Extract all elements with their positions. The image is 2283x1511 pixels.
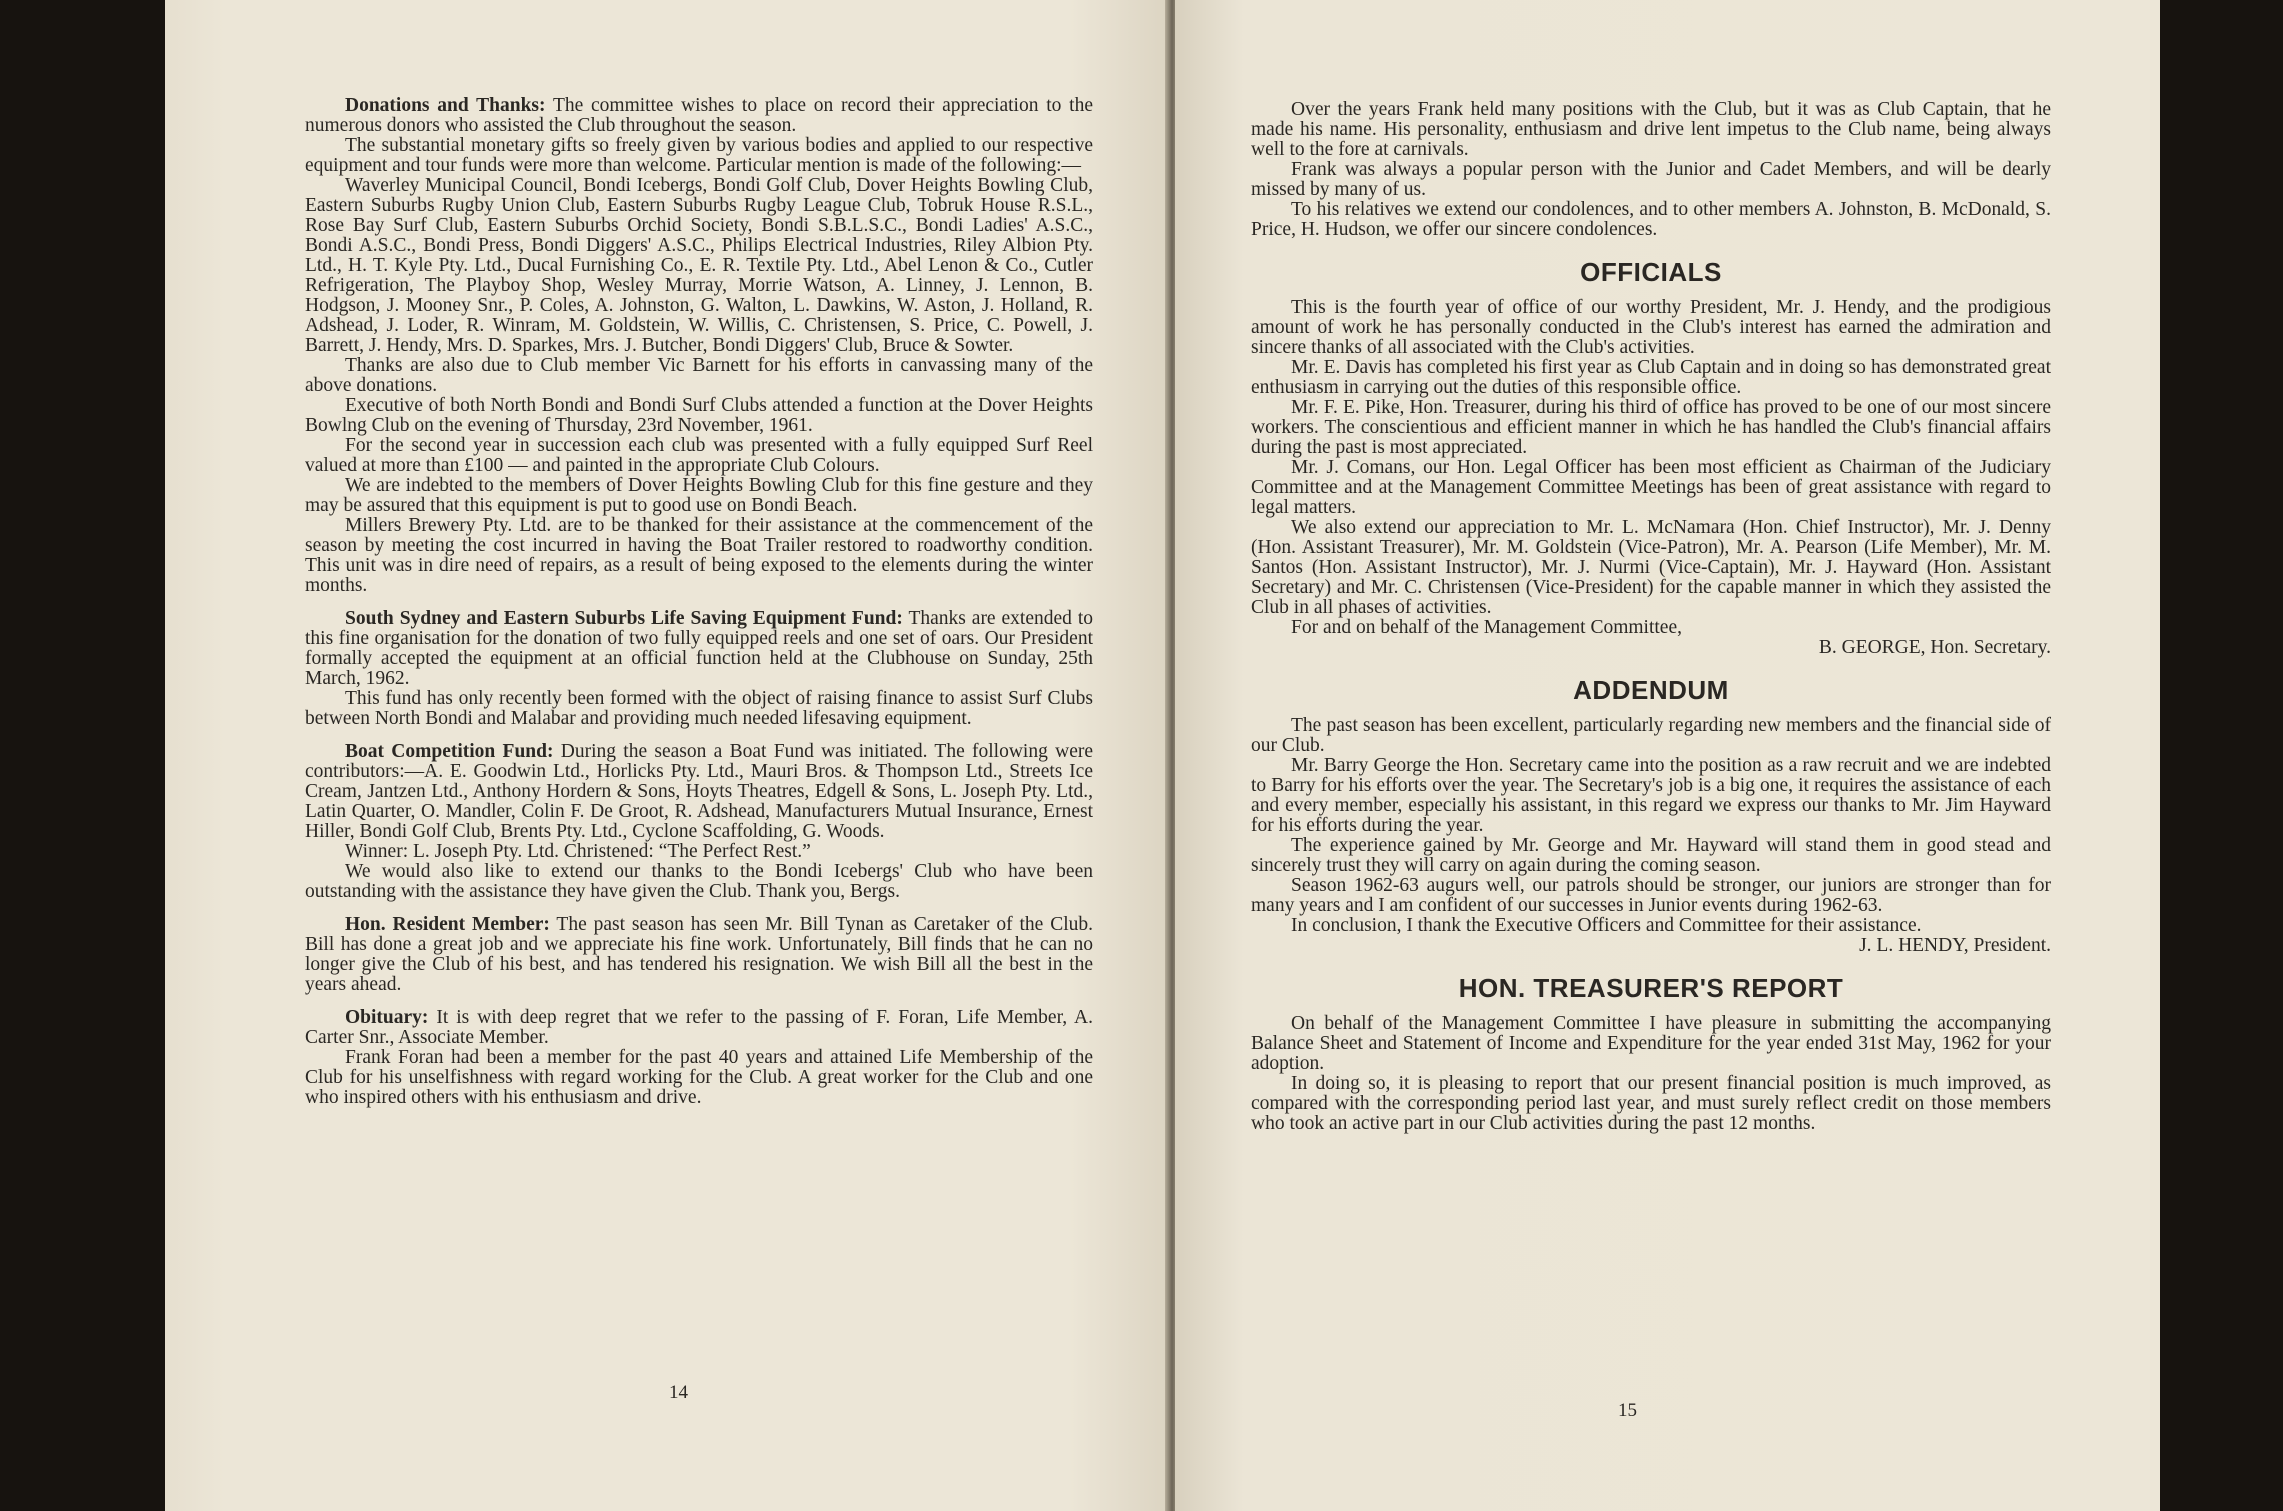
treasurer-paragraph-1: On behalf of the Management Committee I have pleasure in submitting the accompanying Balance Sheet and Statement of Income and Expenditure for the year ended 31st May, 1962 for your adoption. — [1251, 1013, 2051, 1074]
donations-paragraph-8: Millers Brewery Pty. Ltd. are to be thanked for their assistance at the commencement of the season by meeting the cost incurred in having the Boat Trailer restored to roadworthy condition. This unit was in dire need of repairs, as a result of being exposed to the elements during the winter months. — [305, 515, 1093, 596]
secretary-signature: B. GEORGE, Hon. Secretary. — [1818, 637, 2051, 658]
officials-paragraph-6: For and on behalf of the Management Committee, — [1291, 617, 1682, 638]
officials-paragraph-2: Mr. E. Davis has completed his first year as Club Captain and in doing so has demonstrated great enthusiasm in carrying out the duties of this responsible office. — [1251, 357, 2051, 398]
obituary-paragraph — [305, 1008, 1093, 1048]
left-page-text — [305, 96, 1093, 1108]
addendum-heading: ADDENDUM — [1573, 675, 1729, 705]
boat-fund-winner: Winner: L. Joseph Pty. Ltd. Christened: “The Perfect Rest.” — [345, 841, 811, 862]
page-number-right: 15 — [1618, 1400, 1637, 1421]
officials-heading: OFFICIALS — [1580, 257, 1722, 287]
donations-paragraph-5: Executive of both North Bondi and Bondi Surf Clubs attended a function at the Dover Heights Bowlng Club on the evening of Thursday, 23rd November, 1961. — [305, 395, 1093, 436]
donations-paragraph-6: For the second year in succession each club was presented with a fully equipped Surf Reel valued at more than £100 — and painted in the appropriate Club Colours. — [305, 435, 1093, 476]
addendum-paragraph-4: Season 1962-63 augurs well, our patrols should be stronger, our juniors are stronger than for many years and I am confident of our successes in Junior events during 1962-63. — [1251, 875, 2051, 916]
right-page — [1175, 0, 2160, 1511]
treasurer-paragraph-2: In doing so, it is pleasing to report that our present financial position is much improved, as compared with the corresponding period last year, and must surely reflect credit on those members who took an active part in our Club activities during the past 12 months. — [1251, 1073, 2051, 1134]
equipment-fund-heading: South Sydney and Eastern Suburbs Life Saving Equipment Fund: — [345, 608, 903, 629]
obituary-continued-3: To his relatives we extend our condolences, and to other members A. Johnston, B. McDonald, S. Price, H. Hudson, we offer our sincere condolences. — [1251, 199, 2051, 240]
addendum-paragraph-3: The experience gained by Mr. George and Mr. Hayward will stand them in good stead and sincerely trust they will carry on again during the coming season. — [1251, 835, 2051, 876]
treasurer-report-heading: HON. TREASURER'S REPORT — [1458, 973, 1844, 1003]
resident-member-heading: Hon. Resident Member: — [345, 914, 550, 935]
obituary-paragraph-2: Frank Foran had been a member for the past 40 years and attained Life Membership of the Club for his unselfishness with regard working for the Club. A great worker for the Club and one who inspired others with his enthusiasm and drive. — [305, 1047, 1093, 1108]
boat-fund-text: During the season a Boat Fund was initiated. The following were contributors:—A. E. Goodwin Ltd., Horlicks Pty. Ltd., Mauri Bros. & Thompson Ltd., Streets Ice Cream, Jantzen Ltd., Anthony Hordern & Sons, Hoyts Theatres, Edgell & Sons, L. Joseph Pty. Ltd., Latin Quarter, O. Mandler, Colin F. De Groot, R. Adshead, Manufacturers Mutual Insurance, Ernest Hiller, Bondi Golf Club, Brents Pty. Ltd., Cyclone Scaffolding, G. Woods. — [305, 741, 1093, 842]
resident-member-paragraph — [305, 915, 1093, 995]
boat-fund-paragraph — [305, 742, 1093, 842]
obituary-text: It is with deep regret that we refer to the passing of F. Foran, Life Member, A. Carter Snr., Associate Member. — [305, 1007, 1093, 1048]
officials-paragraph-1: This is the fourth year of office of our worthy President, Mr. J. Hendy, and the prodigious amount of work he has personally conducted in the Club's interest has earned the admiration and sincere thanks of all associated with the Club's activities. — [1251, 297, 2051, 358]
donations-paragraph-7: We are indebted to the members of Dover Heights Bowling Club for this fine gesture and they may be assured that this equipment is put to good use on Bondi Beach. — [305, 475, 1093, 516]
donor-list: Waverley Municipal Council, Bondi Icebergs, Bondi Golf Club, Dover Heights Bowling Club, Eastern Suburbs Rugby Union Club, Eastern Suburbs Rugby League Club, Tobruk House R.S.L., Rose Bay Surf Club, Eastern Suburbs Orchid Society, Bondi S.B.L.S.C., Bondi Ladies' A.S.C., Bondi A.S.C., Bondi Press, Bondi Diggers' A.S.C., Philips Electrical Industries, Riley Albion Pty. Ltd., H. T. Kyle Pty. Ltd., Ducal Furnishing Co., E. R. Textile Pty. Ltd., Abel Lenon & Co., Cutler Refrigeration, The Playboy Shop, Wesley Murray, Morrie Watson, A. Linney, J. Lennon, B. Hodgson, J. Mooney Snr., P. Coles, A. Johnston, G. Walton, L. Dawkins, W. Aston, J. Holland, R. Adshead, J. Loder, R. Winram, M. Goldstein, W. Willis, C. Christensen, S. Price, C. Powell, J. Barrett, J. Hendy, Mrs. D. Sparkes, Mrs. J. Butcher, Bondi Diggers' Club, Bruce & Sowter. — [305, 175, 1093, 356]
officials-paragraph-3: Mr. F. E. Pike, Hon. Treasurer, during his third of office has proved to be one of our most sincere workers. The conscientious and efficient manner in which he has handled the Club's financial affairs during the past is most appreciated. — [1251, 397, 2051, 458]
donations-paragraph-2: The substantial monetary gifts so freely given by various bodies and applied to our respective equipment and tour funds were more than welcome. Particular mention is made of the following:— — [305, 135, 1093, 176]
boat-fund-paragraph-3: We would also like to extend our thanks to the Bondi Icebergs' Club who have been outstanding with the assistance they have given the Club. Thank you, Bergs. — [305, 861, 1093, 902]
officials-paragraph-5: We also extend our appreciation to Mr. L. McNamara (Hon. Chief Instructor), Mr. J. Denny (Hon. Assistant Treasurer), Mr. M. Goldstein (Vice-Patron), Mr. A. Pearson (Life Member), Mr. M. Santos (Hon. Assistant Instructor), Mr. J. Nurmi (Vice-Captain), Mr. J. Hayward (Hon. Assistant Secretary) and Mr. C. Christensen (Vice-President) for the capable manner in which they assisted the Club in all phases of activities. — [1251, 517, 2051, 618]
addendum-paragraph-2: Mr. Barry George the Hon. Secretary came into the position as a raw recruit and we are indebted to Barry for his efforts over the year. The Secretary's job is a big one, it requires the assistance of each and every member, especially his assistant, in this regard we express our thanks to Mr. Jim Hayward for his efforts during the year. — [1251, 755, 2051, 836]
addendum-paragraph-5: In conclusion, I thank the Executive Officers and Committee for their assistance. — [1291, 915, 1922, 936]
addendum-paragraph-1: The past season has been excellent, particularly regarding new members and the financial side of our Club. — [1251, 715, 2051, 756]
president-signature: J. L. HENDY, President. — [1859, 935, 2051, 956]
donations-heading: Donations and Thanks: — [345, 95, 546, 116]
obituary-heading: Obituary: — [345, 1007, 429, 1028]
page-number-left: 14 — [669, 1382, 688, 1403]
equipment-fund-text: Thanks are extended to this fine organisation for the donation of two fully equipped reels and one set of oars. Our President formally accepted the equipment at an official function held at the Clubhouse on Sunday, 25th March, 1962. — [305, 608, 1093, 689]
officials-paragraph-4: Mr. J. Comans, our Hon. Legal Officer has been most efficient as Chairman of the Judiciary Committee and at the Management Committee Meetings has been of great assistance with regard to legal matters. — [1251, 457, 2051, 518]
left-page — [165, 0, 1170, 1511]
donations-text: The committee wishes to place on record their appreciation to the numerous donors who assisted the Club throughout the season. — [305, 95, 1093, 136]
boat-fund-heading: Boat Competition Fund: — [345, 741, 554, 762]
right-page-text — [1251, 100, 2051, 1134]
resident-member-text: The past season has seen Mr. Bill Tynan as Caretaker of the Club. Bill has done a great job and we appreciate his fine work. Unfortunately, Bill finds that he can no longer give the Club of his best, and has tendered his resignation. We wish Bill all the best in the years ahead. — [305, 914, 1093, 995]
donations-paragraph-4: Thanks are also due to Club member Vic Barnett for his efforts in canvassing many of the above donations. — [305, 355, 1093, 396]
obituary-continued-1: Over the years Frank held many positions with the Club, but it was as Club Captain, that he made his name. His personality, enthusiasm and drive lent impetus to the Club name, being always well to the fore at carnivals. — [1251, 99, 2051, 160]
donations-paragraph — [305, 96, 1093, 136]
equipment-fund-paragraph — [305, 609, 1093, 689]
equipment-fund-paragraph-2: This fund has only recently been formed with the object of raising finance to assist Surf Clubs between North Bondi and Malabar and providing much needed lifesaving equipment. — [305, 688, 1093, 729]
obituary-continued-2: Frank was always a popular person with the Junior and Cadet Members, and will be dearly missed by many of us. — [1251, 159, 2051, 200]
